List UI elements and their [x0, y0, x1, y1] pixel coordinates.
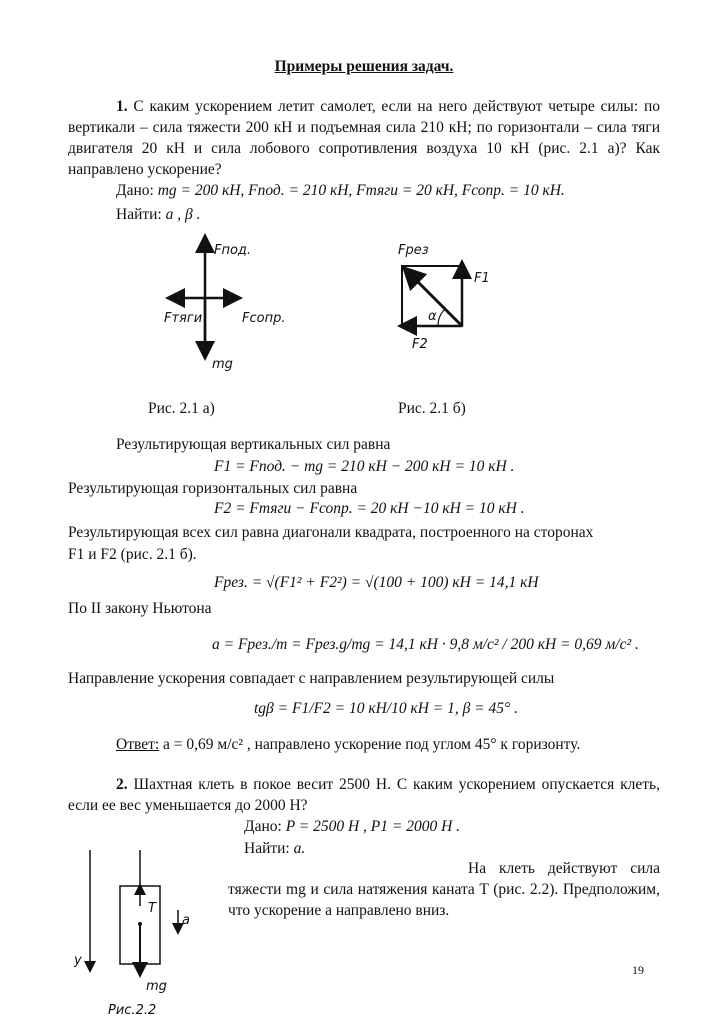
caption-fig-2-1a: Рис. 2.1 а) — [148, 400, 215, 417]
find-label-2: Найти: — [244, 840, 290, 857]
given-label: Дано: — [116, 182, 154, 199]
label-f-rez: Fрез — [398, 243, 429, 258]
label-mg-2: mg — [146, 979, 167, 994]
formula-acceleration: a = Fрез./m = Fрез.g/mg = 14,1 кН · 9,8 м/с² / 200 кН = 0,69 м/с² . — [212, 636, 639, 653]
problem1-statement — [68, 96, 660, 180]
solution-line-3: Результирующая всех сил равна диагонали квадрата, построенного на сторонах — [68, 524, 594, 541]
problem2-find — [244, 838, 305, 859]
label-y: y — [74, 953, 82, 968]
answer-text: a = 0,69 м/с² , направлено ускорение под углом 45° к горизонту. — [159, 736, 581, 753]
label-f-pod: Fпод. — [214, 243, 252, 258]
label-alpha: α — [428, 309, 437, 324]
figure-2-2 — [68, 846, 198, 1016]
label-t: T — [148, 901, 156, 916]
problem1-number: 1. — [116, 98, 128, 115]
answer-label: Ответ: — [116, 736, 160, 753]
problem2-given — [244, 816, 460, 837]
caption-fig-2-2: Рис.2.2 — [108, 1003, 157, 1018]
given-label-2: Дано: — [244, 818, 282, 835]
problem2-statement — [68, 774, 660, 816]
problem1-find — [116, 204, 200, 225]
problem1-given — [116, 180, 565, 201]
find-label: Найти: — [116, 206, 162, 223]
solution-line-1: Результирующая вертикальных сил равна — [116, 436, 391, 453]
formula-f-rez: Fрез. = √(F1² + F2²) = √(100 + 100) кН = 14,1 кН — [214, 574, 539, 591]
label-mg: mg — [212, 357, 233, 372]
formula-f2: F2 = Fтяги − Fсопр. = 20 кН −10 кН = 10 кН . — [214, 500, 525, 517]
find-values: a , β . — [165, 206, 201, 223]
label-a: a — [182, 913, 190, 928]
label-f2: F2 — [412, 337, 428, 352]
problem1-text: С каким ускорением летит самолет, если на него действуют четыре силы: по вертикали – сила тяжести 200 кН и подъемная сила 210 кН; по горизонтали – сила тяги двигателя 20 кН и сила лобового сопротивления воздуха 10 кН (рис. 2.1 а)? Как направлено ускорение? — [68, 98, 660, 178]
label-f-tyagi: Fтяги — [164, 311, 203, 326]
solution-line-5: Направление ускорения совпадает с направлением результирующей силы — [68, 670, 555, 687]
problem2-text: Шахтная клеть в покое весит 2500 Н. С каким ускорением опускается клеть, если ее вес уменьшается до 2000 Н? — [68, 776, 660, 814]
find-values-2: a. — [293, 840, 306, 857]
caption-fig-2-1b: Рис. 2.1 б) — [398, 400, 466, 417]
solution-line-3b: F1 и F2 (рис. 2.1 б). — [68, 546, 197, 563]
problem2-body: На клеть действуют сила тяжести mg и сила натяжения каната T (рис. 2.2). Предположим, что ускорение a направлено вниз. — [228, 860, 660, 919]
page-heading: Примеры решения задач. — [274, 58, 454, 75]
solution-line-2: Результирующая горизонтальных сил равна — [68, 480, 358, 497]
label-f1: F1 — [474, 271, 490, 286]
solution-line-4: По II закону Ньютона — [68, 600, 212, 617]
problem2-number: 2. — [116, 776, 128, 793]
page-number: 19 — [632, 963, 644, 977]
label-f-sopr: Fсопр. — [242, 311, 286, 326]
formula-tg-beta: tgβ = F1/F2 = 10 кН/10 кН = 1, β = 45° . — [254, 700, 518, 717]
given-values-2: P = 2500 Н , P1 = 2000 Н . — [285, 818, 461, 835]
problem1-answer — [116, 734, 580, 755]
given-values: mg = 200 кН, Fпод. = 210 кН, Fтяги = 20 кН, Fсопр. = 10 кН. — [157, 182, 565, 199]
formula-f1: F1 = Fпод. − mg = 210 кН − 200 кН = 10 кН . — [214, 458, 515, 475]
